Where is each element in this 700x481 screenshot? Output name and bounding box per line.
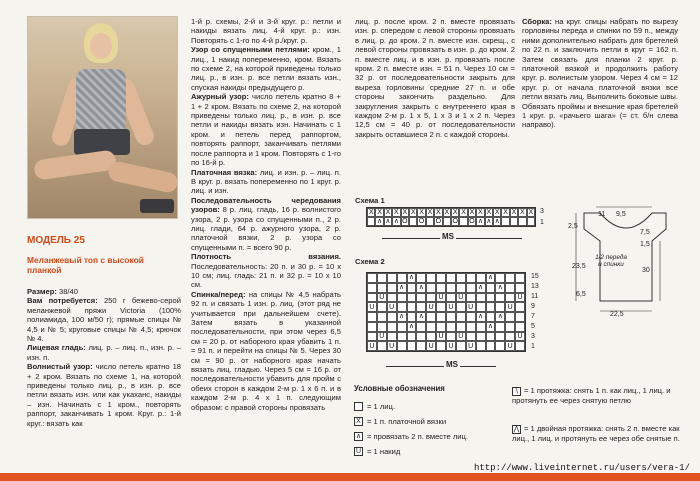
scheme-cell (515, 312, 525, 322)
scheme-cell: X (377, 209, 382, 216)
scheme-cell (407, 312, 417, 322)
col1-paragraph (27, 362, 181, 428)
scheme-cell: X (368, 209, 374, 216)
scheme-cell (486, 283, 496, 293)
section-text: лиц. р. – лиц. п., изн. р. – изн. п. (27, 343, 181, 362)
scheme-cell (436, 302, 446, 312)
scheme-cell: X (469, 209, 475, 216)
scheme-cell: U (436, 332, 446, 342)
scheme-cell: U (456, 293, 466, 303)
section-label: Сборка: (522, 17, 552, 26)
scheme-cell (486, 293, 496, 303)
scheme1-grid (366, 207, 536, 227)
scheme-cell: X (520, 209, 525, 216)
scheme-cell (436, 283, 446, 293)
scheme-cell (426, 217, 434, 226)
scheme2-title: Схема 2 (355, 257, 385, 266)
scheme-cell: U (426, 341, 436, 351)
scheme-cell (456, 341, 466, 351)
scheme-cell (407, 341, 417, 351)
scheme-cell (515, 273, 525, 283)
scheme-cell: ∧ (494, 218, 500, 225)
scheme-cell: X (436, 209, 441, 216)
scheme-cell (456, 302, 466, 312)
scheme-cell: U (515, 332, 525, 342)
section-label: Спинка/перед: (191, 289, 246, 299)
scheme-cell (377, 341, 387, 351)
scheme-cell: О (435, 218, 442, 225)
scheme-cell: X (503, 209, 508, 216)
scheme-cell: U (387, 302, 397, 312)
section-text: 38/40 (56, 287, 78, 296)
section-text: лиц. р. после кром. 2 п. вместе провязать изн. р. спередом с левой стороны провязать в лиц. р. до кром. 2 п. вместе изн. скрещ., с левой стороны провязать в изн. р. до кром. 2 п. вместе лиц. и в изн. р. провязать после кром. 2 п. вместе изн. = 51 п. Через 10 см = 32 р. от последовательности закрыть для выреза горловины средние 27 п. и обе стороны закончить раздельно. Для закругления закрыть с внутреннего края в каждом 2-м р. 1 х 5, 1 х 3 и 1 х 2 п. Через 12,5 см = 40 р. от последовательности закрыть оставшиеся 2 п. с каждой стороны. (355, 17, 515, 139)
scheme2-ms-line (386, 366, 496, 367)
scheme-cell (486, 302, 496, 312)
footer-color-bar (0, 473, 700, 481)
diagram-label-23-5: 23,5 (572, 263, 586, 270)
scheme2-ms-label: MS (446, 360, 458, 369)
scheme2-row-number: 13 (531, 283, 539, 290)
scheme-cell (466, 273, 476, 283)
scheme-cell: U (377, 332, 387, 342)
scheme-cell (486, 341, 496, 351)
scheme-cell (446, 312, 456, 322)
scheme-cell: U (505, 302, 515, 312)
diagram-label-7-5: 7,5 (640, 229, 650, 236)
scheme-cell: U (387, 341, 397, 351)
scheme-cell (397, 332, 407, 342)
scheme-cell: ∧ (477, 218, 483, 225)
col1-paragraph (27, 343, 181, 362)
scheme-cell: X (461, 209, 466, 216)
scheme-cell (387, 322, 397, 332)
scheme-cell (456, 312, 466, 322)
model-photo (27, 16, 178, 219)
section-text: кром., 1 лиц., 1 накид попеременно, кром. Вязать по схеме 2, на которой приведены только лиц. р., в изн. р. все петли вязать изн., спуская накиды предыдущего р. (191, 45, 342, 92)
scheme-cell: ∧ (407, 322, 417, 332)
scheme-cell (510, 217, 518, 226)
scheme-cell: О (469, 218, 475, 225)
model-title: МОДЕЛЬ 25 (27, 235, 85, 246)
scheme-cell (515, 302, 525, 312)
scheme-cell (416, 293, 426, 303)
scheme-cell (456, 273, 466, 283)
scheme-cell: ∧ (385, 218, 391, 225)
scheme-cell (387, 273, 397, 283)
scheme-cell (495, 293, 505, 303)
scheme-cell (486, 332, 496, 342)
scheme-cell: U (466, 302, 476, 312)
section-text: число петель кратно 8 + 1 + 2 кром. Вязать по схеме 2, на которой приведены только лиц. р., в изн. р. все петли и накиды вязать изн. Начинать с 1 кром. и петель перед раппортом, повторять раппорт, заканчивать петлями после раппорта и 1 кром. Повторять с 1-го по 16-й р. (191, 92, 341, 168)
scheme-cell (466, 332, 476, 342)
col2-paragraph (191, 168, 341, 196)
scheme2-row-number: 1 (531, 343, 535, 350)
section-text: 1-й р. схемы, 2-й и 3-й круг. р.: петли и накиды вязать лиц. 4-й круг. р.: изн. Повторять с 1-го по 4-й р./круг. р. (191, 17, 341, 45)
diagram-label-9-5: 9,5 (616, 211, 626, 218)
legend-item (354, 402, 395, 411)
scheme-cell (495, 302, 505, 312)
scheme-cell (505, 312, 515, 322)
legend-symbol: U (355, 448, 362, 456)
scheme-cell (426, 293, 436, 303)
scheme1-row-1: 1 (540, 219, 544, 226)
scheme-cell (495, 332, 505, 342)
scheme-cell: U (446, 302, 456, 312)
col2-paragraph (191, 17, 341, 45)
scheme-cell: ∧ (416, 312, 426, 322)
legend-note-2 (512, 424, 684, 443)
scheme-cell: X (528, 209, 534, 216)
instructions-column-3 (355, 17, 515, 139)
scheme-cell (416, 302, 426, 312)
scheme-cell (505, 283, 515, 293)
scheme-cell (446, 283, 456, 293)
source-url[interactable]: http://www.liveinternet.ru/users/vera-1/ (473, 462, 690, 473)
scheme-cell (407, 283, 417, 293)
diagram-label-30: 30 (642, 267, 650, 274)
diagram-label-half: 1/2 переда и спинки (595, 254, 627, 269)
diagram-label-1-5: 1,5 (640, 241, 650, 248)
scheme-cell (456, 283, 466, 293)
scheme-cell (505, 273, 515, 283)
scheme-cell (377, 283, 387, 293)
scheme-cell: ∧ (407, 273, 417, 283)
scheme-cell (476, 293, 486, 303)
scheme-cell (436, 312, 446, 322)
scheme-cell (476, 322, 486, 332)
scheme-cell (387, 283, 397, 293)
section-label: Узор со спущенными петлями: (191, 45, 310, 55)
scheme-cell (407, 332, 417, 342)
section-text: Последовательность: 20 п. и 30 р. = 10 х 10 см; лиц. гладь: 21 п. и 32 р. = 10 х 10 см. (191, 261, 341, 290)
section-label: Размер: (27, 287, 57, 296)
scheme-cell: U (446, 341, 456, 351)
scheme-cell (367, 217, 375, 226)
scheme-cell (476, 273, 486, 283)
scheme-cell: ∧ (486, 273, 496, 283)
legend-symbol: ∧ (355, 433, 362, 441)
scheme-cell: X (486, 209, 492, 216)
scheme-cell (367, 283, 377, 293)
scheme-cell (426, 322, 436, 332)
scheme-cell (446, 332, 456, 342)
section-label: Вам потребуется: (27, 296, 98, 306)
scheme-cell (515, 341, 525, 351)
diagram-label-6-5: 6,5 (576, 291, 586, 298)
scheme-cell: ∧ (416, 283, 426, 293)
scheme-cell (466, 283, 476, 293)
scheme-cell: U (466, 341, 476, 351)
scheme2-row-number: 9 (531, 303, 535, 310)
scheme-cell: О (452, 218, 458, 225)
scheme-cell: U (515, 293, 525, 303)
scheme2-row-number: 11 (531, 293, 539, 300)
col1-paragraph (27, 287, 181, 296)
scheme-cell: X (478, 209, 483, 216)
scheme-cell (387, 293, 397, 303)
section-label: Плотность вязания. (191, 252, 341, 262)
scheme-cell: U (505, 341, 515, 351)
scheme-cell: ∧ (486, 322, 496, 332)
scheme-cell: X (494, 209, 500, 216)
diagram-label-2-5: 2,5 (568, 223, 578, 230)
scheme-cell: ∧ (393, 218, 399, 225)
scheme-cell (446, 322, 456, 332)
scheme-cell (377, 273, 387, 283)
scheme-cell (443, 217, 451, 226)
scheme-cell: О (402, 218, 408, 225)
legend-item (354, 417, 446, 426)
scheme-cell (436, 273, 446, 283)
scheme-cell (416, 322, 426, 332)
scheme-cell (407, 293, 417, 303)
section-text: 8 р. лиц. гладь, 16 р. волнистого узора, 2 р. узора со спущенными п., 2 р. лиц. глади, 64 р. ажурного узора, 2 р. платочной вязки, 2 р. узора со спущенными п. = всего 90 р. (191, 205, 341, 252)
scheme-cell: X (394, 209, 399, 216)
scheme-cell (459, 217, 467, 226)
scheme-cell: X (444, 209, 450, 216)
legend-symbol (354, 402, 363, 411)
scheme-cell (501, 217, 509, 226)
scheme-cell (426, 283, 436, 293)
section-label: Волнистый узор: (27, 362, 93, 372)
scheme-cell: ∧ (486, 218, 492, 225)
scheme-cell (505, 293, 515, 303)
col2-paragraph (191, 290, 341, 412)
scheme-cell: X (410, 209, 416, 216)
scheme-cell (397, 302, 407, 312)
model-subtitle: Меланжевый топ с высокой планкой (27, 255, 144, 275)
scheme-cell (446, 273, 456, 283)
scheme-cell: О (418, 218, 425, 225)
scheme-cell (495, 273, 505, 283)
scheme-cell (515, 283, 525, 293)
scheme-cell (527, 217, 535, 226)
scheme-cell (436, 322, 446, 332)
scheme2-row-number: 15 (531, 273, 539, 280)
instructions-column-1 (27, 287, 181, 428)
section-text: лиц. и изн. р. – лиц. п. В круг. р. вязать попеременно по 1 круг. р. лиц. и изн. (191, 167, 341, 196)
scheme-cell (426, 312, 436, 322)
scheme-cell: X (511, 209, 517, 216)
scheme-cell: U (436, 293, 446, 303)
scheme-cell (476, 332, 486, 342)
legend-text: = 1 лиц. (367, 402, 396, 411)
scheme-cell (409, 217, 417, 226)
scheme2-row-number: 7 (531, 313, 535, 320)
scheme-cell: ∧ (397, 312, 407, 322)
col4-paragraph (522, 17, 678, 130)
scheme-cell (367, 273, 377, 283)
scheme1-ms-label: MS (442, 232, 454, 241)
scheme-cell (466, 293, 476, 303)
section-text: 250 г бежево-серой меланжевой пряжи Victoria (100% полиамида, 100 м/50 г); прямые спицы № 4,5 и № 5; круговые спицы № 4,5; крючок № 4. (27, 296, 181, 344)
scheme-cell (416, 273, 426, 283)
scheme-cell (397, 322, 407, 332)
section-text: на круг. спицы набрать по вырезу горловины переда и спинки по 59 п., между ними дополнительно набрать для бретелей по 22 п. и заключить петли в круг = 162 п. Затем связать для планки 2 круг. р. платочной вязкой и продолжить работу круг. р. волнистым узором. Через 4 см = 12 круг. р. от начала платочной вязки все петли вязать лиц. Выполнить боковые швы. Обвязать проймы и внешние края бретелей 1 круг. р. «рачьего шага» (= ст. б/н слева направо). (522, 17, 678, 130)
scheme-cell (367, 293, 377, 303)
scheme-cell (367, 332, 377, 342)
col2-paragraph (191, 92, 341, 167)
scheme-cell (377, 302, 387, 312)
legend-text: = 1 накид (367, 447, 401, 456)
legend-item (354, 447, 400, 456)
scheme-cell (426, 273, 436, 283)
scheme-cell: X (385, 209, 391, 216)
scheme2-grid (366, 272, 526, 352)
scheme-cell (476, 341, 486, 351)
slip-decrease-symbol: ∖ (512, 387, 521, 396)
col3-paragraph (355, 17, 515, 139)
section-label: Ажурный узор: (191, 92, 249, 102)
section-text: на спицы № 4,5 набрать 92 п. и связать 1 изн. р. лиц. (этот ряд не учитывается при дальнейшем счете). Затем вязать в указанной последовательности, при этом через 6,5 см = 20 р. от наборного края убавить 1 п. = 91 п. и перейти на спицы № 5. Через 30 см = 90 р. от наборного края начать вязать лиц. гладью. Через 5 см = 16 р. от последовательности убавить для пройм с обеих сторон в каждом 2-м р. 1 х 6 п. и в каждом 2-м р. 4 х 1 п. следующим образом: с правой стороны провязать (191, 289, 341, 412)
scheme-cell (397, 273, 407, 283)
scheme-cell (476, 302, 486, 312)
scheme-cell (515, 322, 525, 332)
scheme-cell (397, 293, 407, 303)
legend-text: = провязать 2 п. вместе лиц. (367, 432, 468, 441)
scheme-cell: ∧ (495, 283, 505, 293)
scheme-cell: X (452, 209, 458, 216)
scheme-cell (367, 322, 377, 332)
scheme-cell (446, 293, 456, 303)
legend-note-2-text: = 1 двойная протяжка: снять 2 п. вместе как лиц., 1 лиц. и протянуть ее через обе снятые п. (512, 424, 680, 443)
diagram-label-11: 11 (598, 211, 606, 218)
scheme1-title: Схема 1 (355, 196, 385, 205)
scheme-cell: ∧ (476, 283, 486, 293)
scheme-cell (397, 341, 407, 351)
scheme-cell: U (456, 332, 466, 342)
scheme-cell (387, 312, 397, 322)
legend-symbol: X (354, 417, 363, 426)
legend-title: Условные обозначения (354, 384, 445, 393)
section-text: число петель кратно 18 + 2 кром. Вязать по схеме 1, на которой приведены только лиц. р., в изн. р. все петли вязать изн. или как укаханс, накиды – изн. Начинать с 1 кром., повторять раппорт, заканчивать 1 кром. Круг. р.: 1-й круг.: вязать как (27, 362, 182, 428)
scheme-cell: U (426, 302, 436, 312)
instructions-column-4 (522, 17, 678, 130)
scheme-cell (407, 302, 417, 312)
scheme-cell (367, 312, 377, 322)
scheme-cell: X (427, 209, 433, 216)
scheme-cell (518, 217, 526, 226)
scheme-cell (505, 322, 515, 332)
legend-item (354, 432, 468, 441)
instructions-column-2 (191, 17, 341, 412)
scheme2-row-number: 3 (531, 333, 535, 340)
scheme-cell (416, 341, 426, 351)
scheme-cell (466, 322, 476, 332)
scheme-cell (495, 341, 505, 351)
scheme-cell (416, 332, 426, 342)
scheme-cell: X (419, 209, 424, 216)
col2-paragraph (191, 45, 341, 92)
scheme1-row-3: 3 (540, 208, 544, 215)
section-label: Последовательность чередования узоров: (191, 195, 341, 215)
scheme-cell: U (367, 302, 377, 312)
legend-note-1 (512, 386, 684, 405)
scheme-cell: ∧ (377, 218, 383, 225)
scheme2-row-number: 5 (531, 323, 535, 330)
scheme-cell: U (367, 341, 377, 351)
scheme-cell: U (377, 293, 387, 303)
section-label: Лицевая гладь: (27, 343, 86, 353)
diagram-label-22-5: 22,5 (610, 311, 624, 318)
scheme-cell: X (402, 209, 408, 216)
scheme-cell (377, 322, 387, 332)
scheme-cell (486, 312, 496, 322)
col2-paragraph (191, 196, 341, 252)
scheme-cell (466, 312, 476, 322)
col2-paragraph (191, 252, 341, 290)
scheme-cell (436, 341, 446, 351)
scheme-cell (426, 332, 436, 342)
scheme-cell (505, 332, 515, 342)
col1-paragraph (27, 296, 181, 343)
section-label: Платочная вязка: (191, 167, 258, 177)
legend-note-1-text: = 1 протяжка: снять 1 п. как лиц., 1 лиц. и протянуть ее через снятую петлю (512, 386, 671, 405)
scheme-cell (495, 322, 505, 332)
double-decrease-symbol: ⋀ (513, 426, 520, 433)
legend-text: = 1 п. платочной вязки (367, 417, 447, 426)
scheme-cell: ∧ (397, 283, 407, 293)
scheme-cell (456, 322, 466, 332)
scheme-cell (387, 332, 397, 342)
scheme-cell (377, 312, 387, 322)
scheme-cell: ∧ (495, 312, 505, 322)
scheme-cell: ∧ (476, 312, 486, 322)
